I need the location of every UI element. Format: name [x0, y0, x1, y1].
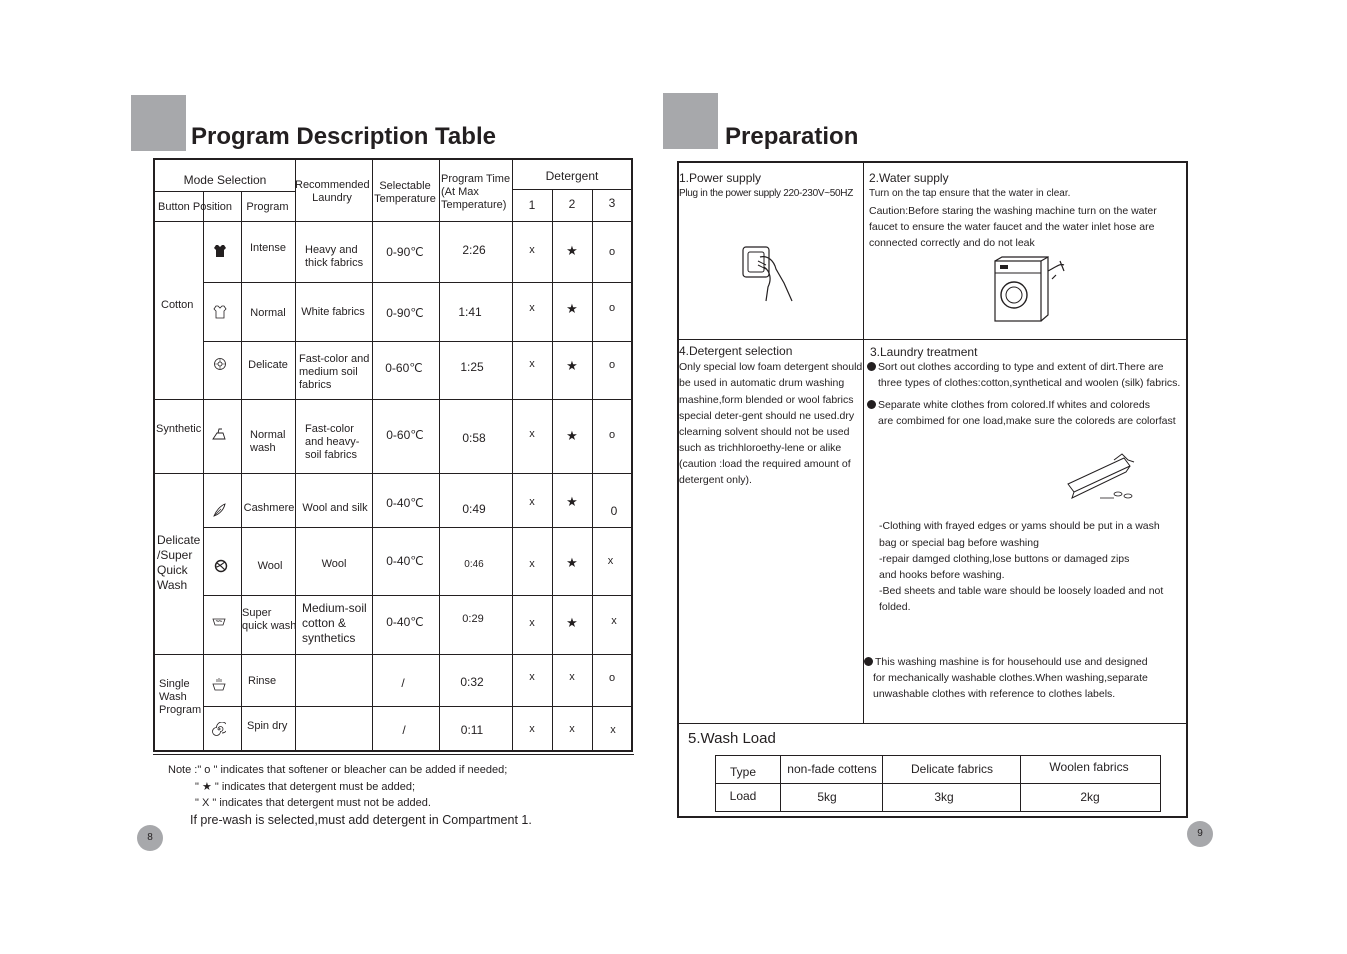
row-8-time: 0:32: [460, 675, 484, 689]
laundry-bullet-3-line-2: for mechanically washable clothes.When washing,separate: [873, 672, 1148, 684]
row-7-d1: x: [529, 617, 535, 629]
laundry-bullet-3-line-1: This washing mashine is for househould use and designed: [864, 654, 1148, 670]
row-9-d1: x: [529, 723, 535, 735]
row-3-d2: ★: [566, 358, 578, 373]
wash-load-load-1: 5kg: [817, 790, 837, 804]
wash-load-load-3: 2kg: [1080, 790, 1100, 804]
row-7-temp: 0-40℃: [386, 615, 424, 629]
group-cotton: Cotton: [161, 299, 194, 311]
header-compartment-3: 3: [608, 196, 616, 210]
header-recommended-laundry: Recommended Laundry: [295, 179, 370, 204]
laundry-dash-line-6: folded.: [879, 601, 911, 613]
row-5-d3: 0: [610, 504, 618, 518]
row-9-d2: x: [569, 723, 575, 735]
detergent-line-1: Only special low foam detergent should: [679, 361, 863, 373]
header-selectable-temperature: Selectable Temperature: [374, 180, 436, 205]
row-7-d3: x: [611, 615, 617, 627]
group-single-wash: Single Wash Program: [159, 678, 202, 716]
basin-icon: [212, 614, 226, 628]
note-prewash: If pre-wash is selected,must add detergent in Compartment 1.: [190, 813, 532, 827]
wash-load-load-2: 3kg: [934, 790, 954, 804]
group-synthetic: Synthetic: [156, 423, 202, 435]
water-supply-line-1: Turn on the tap ensure that the water in clear.: [869, 188, 1071, 199]
header-program: Program: [246, 201, 289, 213]
row-7-laundry: Medium-soil cotton & synthetics: [302, 601, 367, 645]
header-detergent: Detergent: [545, 169, 599, 183]
row-5-temp: 0-40℃: [386, 496, 424, 510]
water-supply-heading: 2.Water supply: [869, 171, 949, 185]
row-6-temp: 0-40℃: [386, 554, 424, 568]
wash-load-type-2: Delicate fabrics: [910, 762, 994, 776]
plug-illustration: [738, 243, 796, 305]
header-compartment-1: 1: [528, 198, 536, 212]
row-4-time: 0:58: [462, 431, 486, 445]
row-3-laundry: Fast-color and medium soil fabrics: [299, 353, 370, 391]
row-9-d3: x: [610, 724, 616, 736]
detergent-selection-heading: 4.Detergent selection: [679, 344, 793, 358]
page-title-left: Program Description Table: [191, 123, 496, 150]
row-6-d1: x: [529, 558, 535, 570]
row-1-d1: x: [529, 244, 535, 256]
power-supply-text: Plug in the power supply 220-230V~50HZ: [679, 188, 853, 199]
detergent-line-6: such as trichhloroethy-lene or alike: [679, 442, 842, 454]
row-2-d1: x: [529, 302, 535, 314]
row-6-time: 0:46: [464, 559, 484, 570]
row-4-d3: o: [608, 429, 616, 441]
washing-machine-illustration: [990, 253, 1070, 323]
row-1-temp: 0-90℃: [386, 245, 424, 259]
row-8-temp: /: [401, 676, 405, 690]
row-7-program: Super quick wash: [242, 607, 297, 632]
row-8-program: Rinse: [248, 675, 277, 687]
row-9-temp: /: [402, 723, 406, 737]
wash-load-type-3: Woolen fabrics: [1049, 760, 1129, 774]
row-9-time: 0:11: [460, 723, 484, 737]
laundry-dash-line-2: bag or special bag before washing: [879, 537, 1039, 549]
detergent-line-2: be used in automatic drum washing: [679, 377, 845, 389]
detergent-line-7: (caution :load the required amount of: [679, 458, 851, 470]
feather-icon: [212, 503, 226, 517]
row-5-time: 0:49: [462, 502, 486, 516]
shirt-filled-icon: [213, 244, 227, 258]
laundry-bullet-3-line-3: unwashable clothes with reference to clothes labels.: [873, 688, 1116, 700]
spin-icon: [212, 722, 226, 736]
wool-ball-icon: [214, 559, 228, 573]
group-delicate: Delicate /Super Quick Wash: [157, 533, 201, 592]
laundry-dash-line-5: -Bed sheets and table ware should be loosely loaded and not: [879, 585, 1164, 597]
bullet-dot: [864, 657, 873, 666]
page-title-right: Preparation: [725, 123, 859, 150]
row-3-temp: 0-60℃: [385, 361, 423, 375]
row-5-d1: x: [529, 496, 535, 508]
row-8-d2: x: [569, 671, 575, 683]
wash-load-heading: 5.Wash Load: [688, 730, 776, 747]
row-4-program: Normal wash: [250, 429, 286, 454]
laundry-bullet-1-line-1: Sort out clothes according to type and extent of dirt.There are: [867, 359, 1163, 375]
row-2-temp: 0-90℃: [386, 306, 424, 320]
bullet-dot: [867, 400, 876, 409]
laundry-treatment-heading: 3.Laundry treatment: [870, 345, 978, 359]
laundry-dash-line-4: and hooks before washing.: [879, 569, 1005, 581]
row-5-laundry: Wool and silk: [302, 502, 368, 514]
table-bottom-rule: [153, 754, 634, 755]
row-1-d2: ★: [566, 243, 578, 258]
rinse-icon: [212, 677, 226, 691]
flower-icon: [213, 357, 227, 371]
laundry-dash-line-1: -Clothing with frayed edges or yams should be put in a wash: [879, 520, 1160, 532]
water-supply-line-2: Caution:Before staring the washing machine turn on the water: [869, 205, 1157, 217]
laundry-bullet-2-line-1: Separate white clothes from colored.If whites and coloreds: [867, 397, 1150, 413]
laundry-label-illustration: [1064, 452, 1140, 502]
detergent-line-8: detergent only).: [679, 474, 752, 486]
water-supply-line-3: faucet to ensure the water faucet and the water inlet hose are: [869, 221, 1155, 233]
header-program-time: Program Time (At Max Temperature): [441, 173, 511, 211]
row-2-laundry: White fabrics: [301, 306, 365, 318]
wash-load-type-1: non-fade cottens: [787, 762, 877, 776]
row-3-program: Delicate: [248, 359, 288, 371]
row-6-laundry: Wool: [321, 558, 347, 570]
row-2-program: Normal: [250, 307, 286, 319]
row-2-time: 1:41: [458, 305, 482, 319]
header-compartment-2: 2: [568, 197, 576, 211]
row-4-d2: ★: [566, 428, 578, 443]
header-button-position: Button Position: [158, 201, 232, 213]
row-4-d1: x: [529, 428, 535, 440]
laundry-dash-line-3: -repair damged clothing,lose buttons or damaged zips: [879, 553, 1130, 565]
detergent-line-5: clearning solvent should not be used: [679, 426, 850, 438]
note-star: " ★ " indicates that detergent must be added;: [195, 781, 416, 793]
bullet-dot: [867, 362, 876, 371]
power-supply-heading: 1.Power supply: [679, 171, 762, 185]
row-2-d2: ★: [566, 301, 578, 316]
row-1-d3: o: [608, 246, 616, 258]
row-7-d2: ★: [566, 615, 578, 630]
iron-icon: [212, 427, 226, 441]
detergent-line-3: mashine,form blended or wool fabrics: [679, 394, 854, 406]
right-title-block: [663, 93, 718, 149]
row-7-time: 0:29: [462, 613, 484, 625]
row-2-d3: o: [608, 302, 616, 314]
wash-load-load-label: Load: [729, 789, 757, 803]
row-6-program: Wool: [257, 560, 283, 572]
row-8-d3: o: [608, 672, 616, 684]
laundry-bullet-1-line-2: three types of clothes:cotton,synthetical and woolen (silk) fabrics.: [878, 377, 1181, 389]
shirt-outline-icon: [213, 305, 227, 319]
row-3-d1: x: [529, 358, 535, 370]
water-supply-line-4: connected correctly and do not leak: [869, 237, 1035, 249]
row-8-d1: x: [529, 671, 535, 683]
row-1-time: 2:26: [462, 243, 486, 257]
row-3-d3: o: [608, 359, 616, 371]
left-title-block: [131, 95, 186, 151]
row-6-d3: x: [607, 555, 614, 567]
note-x: " X " indicates that detergent must not be added.: [195, 797, 431, 809]
row-4-temp: 0-60℃: [386, 428, 424, 442]
row-4-laundry: Fast-color and heavy-soil fabrics: [305, 423, 360, 461]
header-mode-selection: Mode Selection: [183, 173, 267, 187]
row-5-d2: ★: [566, 494, 578, 509]
row-1-laundry: Heavy and thick fabrics: [305, 244, 364, 269]
page-number-left: 8: [137, 825, 163, 851]
note-softener: Note :" o " indicates that softener or bleacher can be added if needed;: [168, 764, 508, 776]
row-3-time: 1:25: [460, 360, 484, 374]
page-number-right: 9: [1187, 821, 1213, 847]
wash-load-type-label: Type: [729, 765, 756, 779]
laundry-bullet-2-line-2: are combimed for one load,make sure the coloreds are colorfast: [878, 415, 1176, 427]
row-9-program: Spin dry: [247, 720, 288, 732]
detergent-line-4: special deter-gent should ne used.dry: [679, 410, 855, 422]
row-5-program: Cashmere: [243, 502, 295, 514]
row-6-d2: ★: [566, 555, 578, 570]
row-1-program: Intense: [249, 242, 287, 254]
